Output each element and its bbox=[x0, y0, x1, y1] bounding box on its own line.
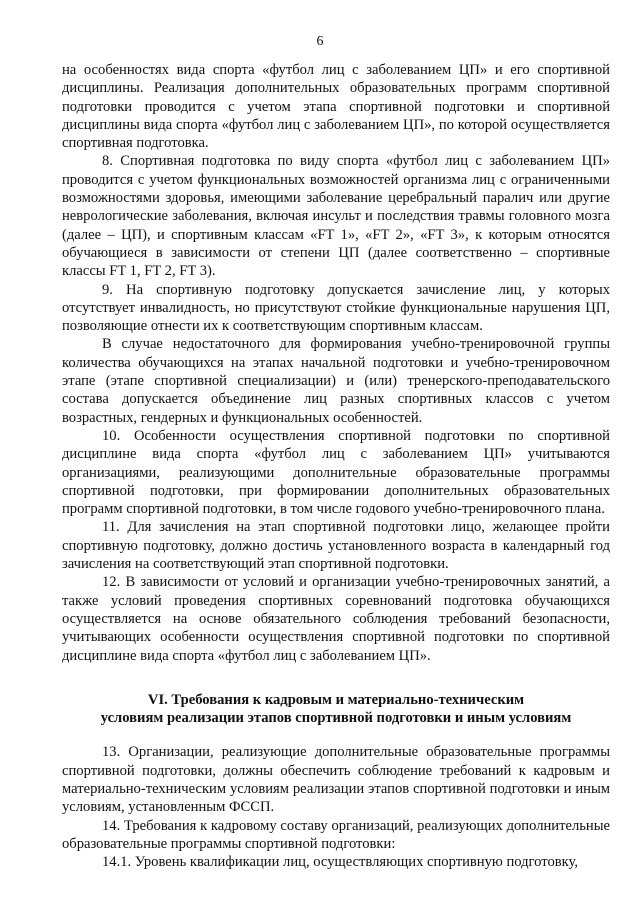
paragraph-14-1: 14.1. Уровень квалификации лиц, осуществляющих спортивную подготовку, bbox=[102, 854, 579, 871]
document-body bbox=[62, 61, 610, 871]
section-heading-line-2: условиям реализации этапов спортивной подготовки и иным условиям bbox=[100, 710, 572, 727]
paragraph-continuation: на особенностях вида спорта «футбол лиц с заболеванием ЦП» и его спортивной дисциплины. Реализация дополнительных образовательных программ спортивной подготовки проводится с учетом этапа спортивной подготовки и спортивной дисциплины вида спорта «футбол лиц с заболеванием ЦП», по которой осуществляется спортивная подготовка. bbox=[62, 62, 610, 152]
paragraph-13: 13. Организации, реализующие дополнительные образовательные программы спортивной подготовки, должны обеспечить соблюдение требований к кадровым и материально-техническим условиям реализации этапов спортивной подготовки и иным условиям, установленным ФССП. bbox=[62, 744, 610, 816]
paragraph-9: 9. На спортивную подготовку допускается зачисление лиц, у которых отсутствует инвалидность, но присутствуют стойкие функциональные нарушения ЦП, позволяющие отнести их к соответствующим спортивным классам. bbox=[62, 281, 610, 335]
page-number: 6 bbox=[316, 34, 324, 49]
paragraph-10: 10. Особенности осуществления спортивной подготовки по спортивной дисциплине вида спорта «футбол лиц с заболеванием ЦП» учитываются организациями, реализующими дополнительные образовательные программы спортивной подготовки, при формировании дополнительных образовательных программ спортивной подготовки, в том числе годового учебно-тренировочного плана. bbox=[62, 427, 610, 518]
section-heading bbox=[62, 691, 610, 728]
paragraph-14: 14. Требования к кадровому составу организаций, реализующих дополнительные образовательные программы спортивной подготовки: bbox=[62, 817, 610, 852]
paragraph-8: 8. Спортивная подготовка по виду спорта «футбол лиц с заболеванием ЦП» проводится с учетом функциональных возможностей организма лиц с ограниченными возможностями здоровья, имеющими заболевание церебральный паралич или другие неврологические заболевания, включая инсульт и последствия травмы головного мозга (далее – ЦП), и спортивным классам «FT 1», «FT 2», «FT 3», к которым относятся обучающиеся в зависимости от степени ЦП (далее соответственно – спортивные классы FT 1, FT 2, FT 3). bbox=[62, 153, 610, 280]
paragraph-9-continued: В случае недостаточного для формирования учебно-тренировочной группы количества обучающихся на этапах начальной подготовки и учебно-тренировочном этапе (этапе спортивной специализации) и (или) тренерского-преподавательского состава допускается объединение лиц разных спортивных классов с учетом возрастных, гендерных и функциональных особенностей. bbox=[62, 336, 610, 426]
paragraph-12: 12. В зависимости от условий и организации учебно-тренировочных занятий, а также условий проведения спортивных соревнований подготовка обучающихся осуществляется на основе обязательного соблюдения требований безопасности, учитывающих особенности осуществления спортивной подготовки по спортивной дисциплине вида спорта «футбол лиц с заболеванием ЦП». bbox=[62, 574, 610, 664]
section-heading-line-1: VI. Требования к кадровым и материально-техническим bbox=[147, 691, 525, 708]
paragraph-11: 11. Для зачисления на этап спортивной подготовки лицо, желающее пройти спортивную подготовку, должно достичь установленного возраста в календарный год зачисления на соответствующий этап спортивной подготовки. bbox=[62, 519, 610, 573]
